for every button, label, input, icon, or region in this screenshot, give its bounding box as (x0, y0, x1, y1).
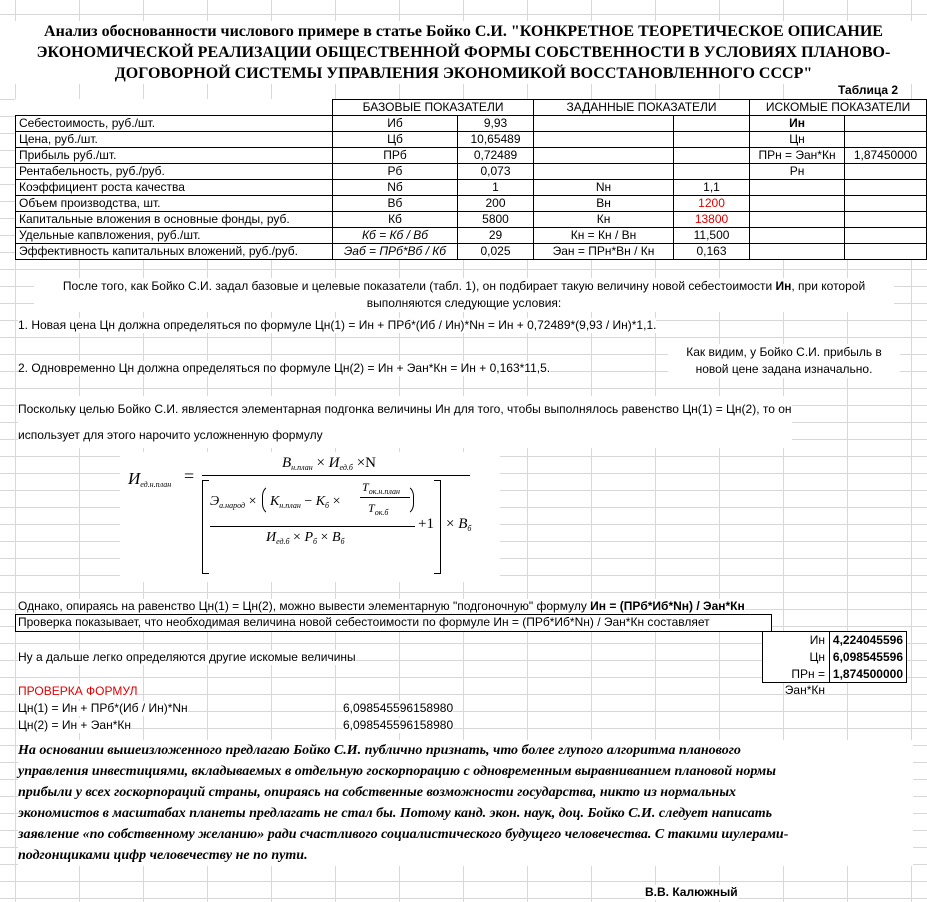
row-label: Удельные капвложения, руб./шт. (16, 228, 333, 244)
note (668, 344, 900, 378)
header-empty (16, 100, 333, 116)
given-value (674, 164, 750, 180)
sought-symbol (750, 196, 845, 212)
table-header-row (16, 100, 927, 116)
title-line-2: ЭКОНОМИЧЕСКОЙ РЕАЛИЗАЦИИ ОБЩЕСТВЕННОЙ ФОРМЫ СОБСТВЕННОСТИ В УСЛОВИЯХ ПЛАНОВО- (36, 44, 891, 61)
purpose-paragraph (18, 396, 792, 448)
note-line-2: новой цене задана изначально. (695, 362, 873, 376)
formula-equals: = (184, 466, 195, 486)
document-title (0, 21, 927, 84)
conclusion-line-3: прибыли у всех госкорпораций страны, опираясь на собственные возможности государства, никто из нормальных (18, 785, 737, 800)
sought-value (845, 116, 927, 132)
table-row (16, 180, 927, 196)
condition-1: 1. Новая цена Цн должна определяться по формуле Цн(1) = Ин + ПРб*(Иб / Ин)*Nн = Ин + 0,72489*(9,93 / Ин)*1,1. (18, 318, 657, 332)
verify-f1-value: 6,098545596158980 (343, 701, 454, 715)
base-value: 9,93 (458, 116, 534, 132)
header-base: БАЗОВЫЕ ПОКАЗАТЕЛИ (333, 100, 534, 116)
given-value: 0,163 (674, 244, 750, 260)
result-row (763, 666, 906, 697)
intro-text-a: После того, как Бойко С.И. задал базовые и целевые показатели (табл. 1), он подбирает такую величину новой себестоимости (62, 279, 776, 293)
given-symbol: Эан = ПРн*Вн / Кн (534, 244, 674, 260)
base-symbol: Рб (333, 164, 458, 180)
sought-symbol: Ин (750, 116, 845, 132)
given-value (674, 148, 750, 164)
sought-value (845, 228, 927, 244)
indicators-table (15, 99, 927, 260)
intro-paragraph (34, 278, 894, 312)
row-label: Прибыль руб./шт. (16, 148, 333, 164)
base-value: 0,073 (458, 164, 534, 180)
conclusion-line-4: экономистов в масштабах планеты предлагать не стал бы. Потому канд. экон. наук, доц. Бойко С.И. следует написать (18, 806, 773, 821)
base-symbol: Кб (333, 212, 458, 228)
header-sought: ИСКОМЫЕ ПОКАЗАТЕЛИ (750, 100, 927, 116)
purpose-line-1: Поскольку целью Бойко С.И. являестся элементарная подгонка величины Ин для того, чтобы выполнялось равенство Цн(1) = Цн(2), то он (18, 402, 792, 416)
title-line-1: Анализ обоснованности числового примере в статье Бойко С.И. "КОНКРЕТНОЕ ТЕОРЕТИЧЕСКОЕ ОПИСАНИЕ (44, 23, 883, 40)
formula-lhs: $И_{ед.н.план}$ (128, 469, 172, 489)
given-value (674, 132, 750, 148)
given-symbol (534, 164, 674, 180)
formula-left-bracket (202, 480, 209, 574)
table-label: Таблица 2 (838, 83, 899, 97)
sought-value (845, 164, 927, 180)
given-value: 1,1 (674, 180, 750, 196)
base-symbol: ПРб (333, 148, 458, 164)
table-row (16, 228, 927, 244)
given-symbol (534, 148, 674, 164)
result-label: Ин (763, 632, 830, 649)
row-label: Эффективность капитальных вложений, руб./руб. (16, 244, 333, 260)
formula-main-fraction-bar (202, 475, 470, 476)
result-label: ПРн = Эан*Кн (763, 666, 830, 683)
intro-text-b: Ин (775, 279, 792, 293)
formula-e-term: $Э_{а.народ}$ × (210, 494, 257, 510)
row-label: Объем производства, шт. (16, 196, 333, 212)
sought-value (845, 196, 927, 212)
base-value: 10,65489 (458, 132, 534, 148)
conclusion-line-1: На основании вышеизложенного предлагаю Бойко С.И. публично признать, что более глупого алгоритма планового (18, 743, 741, 758)
given-symbol (534, 116, 674, 132)
base-value: 5800 (458, 212, 534, 228)
check-text: Проверка показывает, что необходимая величина новой себестоимости по формуле Ин = (ПРб*Иб*Nн) / Эан*Кн составляет (18, 615, 710, 629)
base-symbol: Вб (333, 196, 458, 212)
given-symbol: Вн (534, 196, 674, 212)
title-line-3: ДОГОВОРНОЙ СИСТЕМЫ УПРАВЛЕНИЯ ЭКОНОМИКОЙ ВОССТАНОВЛЕННОГО СССР" (114, 65, 813, 82)
row-label: Себестоимость, руб./шт. (16, 116, 333, 132)
indicators-table-body (16, 100, 927, 260)
given-value (674, 116, 750, 132)
sought-symbol (750, 180, 845, 196)
sought-value (845, 244, 927, 260)
sought-symbol: ПРн = Эан*Кн (750, 148, 845, 164)
base-symbol: Эаб = ПРб*Вб / Кб (333, 244, 458, 260)
purpose-line-2: использует для этого нарочито усложненную формулу (18, 428, 323, 442)
row-label: Цена, руб./шт. (16, 132, 333, 148)
table-row (16, 164, 927, 180)
given-value: 11,500 (674, 228, 750, 244)
table-row (16, 148, 927, 164)
base-value: 0,72489 (458, 148, 534, 164)
further-text: Ну а дальше легко определяются другие искомые величины (18, 650, 356, 664)
formula-plus-one: +1 (418, 516, 434, 532)
formula-k-terms: $К_{н.план} - К_б$ × (270, 494, 341, 510)
results-list (763, 632, 906, 697)
sought-value (845, 212, 927, 228)
sought-value (845, 180, 927, 196)
formula-numerator: $В_{н.план} \times И_{ед.б} \times N$ (282, 455, 376, 472)
intro-text-c: , при которой (791, 279, 866, 293)
formula-image (120, 452, 500, 582)
verify-f2-label: Цн(2) = Ин + Эан*Кн (18, 718, 131, 732)
author-signature: В.В. Калюжный (645, 885, 738, 899)
results-box (762, 631, 907, 697)
base-symbol: Кб = Кб / Вб (333, 228, 458, 244)
table-row (16, 196, 927, 212)
note-line-1: Как видим, у Бойко С.И. прибыль в (686, 345, 882, 359)
conclusion-line-5: заявление «по собственному желанию» ради счастливого социалистического будущего человечества. С такими шулерами- (18, 827, 789, 842)
formula-t-denominator: $Т_{ок.б}$ (368, 501, 389, 517)
conclusion-paragraph (18, 740, 913, 866)
intro-text-line2: выполняются следующие условия: (366, 296, 562, 310)
given-symbol: Кн (534, 212, 674, 228)
sought-value: 1,87450000 (845, 148, 927, 164)
check-box (15, 614, 772, 632)
formula-t-numerator: $Т_{ок.н.план}$ (362, 480, 400, 496)
result-value: 6,098545596 (832, 650, 903, 664)
formula-t-fraction-bar (360, 497, 410, 498)
conclusion-line-2: управления инвестициями, вкладываемых в отдельную госкорпорацию с одновременным выравниванием плановой нормы (18, 764, 776, 779)
sought-symbol: Цн (750, 132, 845, 148)
given-symbol: Кн = Кн / Вн (534, 228, 674, 244)
formula-right-bracket (434, 480, 441, 574)
condition-2: 2. Одновременно Цн должна определяться по формуле Цн(2) = Ин + Эан*Кн = Ин + 0,163*11,5. (18, 361, 551, 375)
given-symbol: Nн (534, 180, 674, 196)
table-row (16, 212, 927, 228)
sought-symbol (750, 212, 845, 228)
verify-f1-label: Цн(1) = Ин + ПРб*(Иб / Ин)*Nн (18, 701, 188, 715)
base-value: 1 (458, 180, 534, 196)
base-symbol: Цб (333, 132, 458, 148)
conclusion-line-6: подгонщиками цифр человечеству не по пути. (18, 848, 308, 863)
formula-inner-denominator: $И_{ед.б} \times Р_б \times В_б$ (266, 530, 345, 546)
derived-formula-text: Однако, опираясь на равенство Цн(1) = Цн(2), можно вывести элементарную "подгоночную" формулу Ин = (ПРб*Иб*Nн) / Эан*Кн (18, 599, 745, 613)
verify-heading: ПРОВЕРКА ФОРМУЛ (18, 684, 138, 698)
given-value: 13800 (674, 212, 750, 228)
table-row (16, 244, 927, 260)
formula-inner-fraction-bar (210, 526, 415, 527)
sought-value (845, 132, 927, 148)
row-label: Рентабельность, руб./руб. (16, 164, 333, 180)
table-row (16, 116, 927, 132)
base-symbol: Nб (333, 180, 458, 196)
sought-symbol (750, 244, 845, 260)
base-value: 29 (458, 228, 534, 244)
result-label: Цн (763, 649, 830, 666)
result-row (763, 632, 906, 649)
given-symbol (534, 132, 674, 148)
result-value: 1,874500000 (832, 667, 903, 681)
sought-symbol: Рн (750, 164, 845, 180)
verify-f2-value: 6,098545596158980 (343, 718, 454, 732)
base-value: 0,025 (458, 244, 534, 260)
sought-symbol (750, 228, 845, 244)
base-value: 200 (458, 196, 534, 212)
formula-vb: × $В_б$ (446, 516, 472, 533)
row-label: Коэффициент роста качества (16, 180, 333, 196)
result-value: 4,224045596 (832, 633, 903, 647)
table-row (16, 132, 927, 148)
base-symbol: Иб (333, 116, 458, 132)
given-value: 1200 (674, 196, 750, 212)
header-given: ЗАДАННЫЕ ПОКАЗАТЕЛИ (534, 100, 750, 116)
row-label: Капитальные вложения в основные фонды, руб. (16, 212, 333, 228)
result-row (763, 649, 906, 666)
